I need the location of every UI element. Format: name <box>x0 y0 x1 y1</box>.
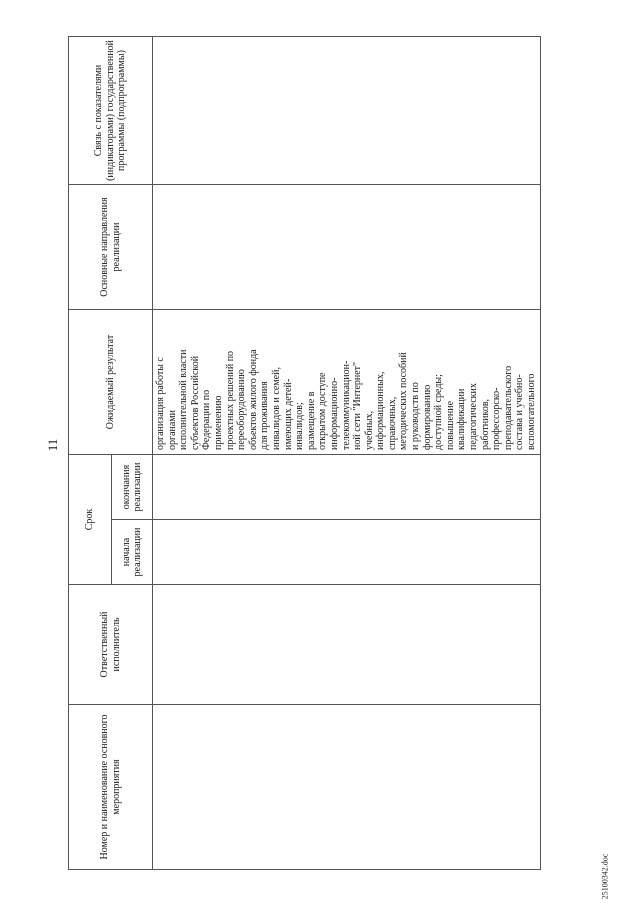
page-number: 11 <box>45 438 60 452</box>
result-line: открытом доступе <box>317 372 329 450</box>
header-number-name: Номер и наименование основного мероприятия <box>69 705 153 870</box>
header-executor: Ответственный исполнитель <box>69 585 153 705</box>
cell-result <box>153 310 541 455</box>
cell-number-name <box>153 705 541 870</box>
result-line: работников, <box>479 398 491 450</box>
result-line: квалификации <box>456 388 468 450</box>
result-line: имеющих детей- <box>282 378 294 450</box>
rotated-table-container <box>68 37 573 870</box>
result-line: размещение в <box>305 391 317 450</box>
result-line: формированию <box>421 384 433 450</box>
result-line: профессорско- <box>491 387 503 450</box>
header-result: Ожидаемый результат <box>69 310 153 455</box>
result-line: доступной среды; <box>433 374 445 450</box>
result-line: и руководств по <box>410 382 422 450</box>
result-line: организация работы с <box>155 357 166 450</box>
result-line: объектов жилого фонда <box>247 349 259 450</box>
result-line: инвалидов; <box>294 402 306 450</box>
result-line: ной сети "Интернет" <box>352 361 364 450</box>
cell-term-start <box>153 520 541 585</box>
header-term-end: окончания реализации <box>112 455 153 520</box>
result-line: исполнительной власти <box>178 349 190 450</box>
result-line: учебных, <box>363 410 375 450</box>
result-line: телекоммуникацион- <box>340 360 352 450</box>
measures-table <box>68 36 541 870</box>
result-line: преподавательского <box>502 365 514 450</box>
header-term: Срок <box>69 455 112 585</box>
result-line: Федерации по <box>201 389 213 450</box>
result-line: применению <box>212 395 224 450</box>
result-line: субъектов Российской <box>189 355 201 450</box>
result-line: педагогических <box>468 383 480 450</box>
result-line: информационных, <box>375 371 387 450</box>
header-indicators: Связь с показателями (индикаторами) государственной программы (подпрограммы) <box>69 37 153 185</box>
result-line: справочных, <box>386 396 398 450</box>
result-line: информационно- <box>328 377 340 450</box>
result-line: методических пособий <box>398 352 410 450</box>
result-line: состава и учебно- <box>514 374 526 450</box>
header-term-start: начала реализации <box>112 520 153 585</box>
result-line: для проживания <box>259 381 271 450</box>
cell-directions <box>153 185 541 310</box>
result-line: вспомогательного <box>526 373 537 450</box>
result-line: переоборудованию <box>236 369 248 450</box>
cell-term-end <box>153 455 541 520</box>
result-line: повышение <box>444 400 456 450</box>
cell-executor <box>153 585 541 705</box>
result-line: органами <box>166 409 178 450</box>
result-line: проектных решений по <box>224 350 236 450</box>
header-directions: Основные направления реализации <box>69 185 153 310</box>
cell-indicators <box>153 37 541 185</box>
result-line: инвалидов и семей, <box>270 367 282 450</box>
doc-code: 25100342.doc <box>600 853 610 900</box>
